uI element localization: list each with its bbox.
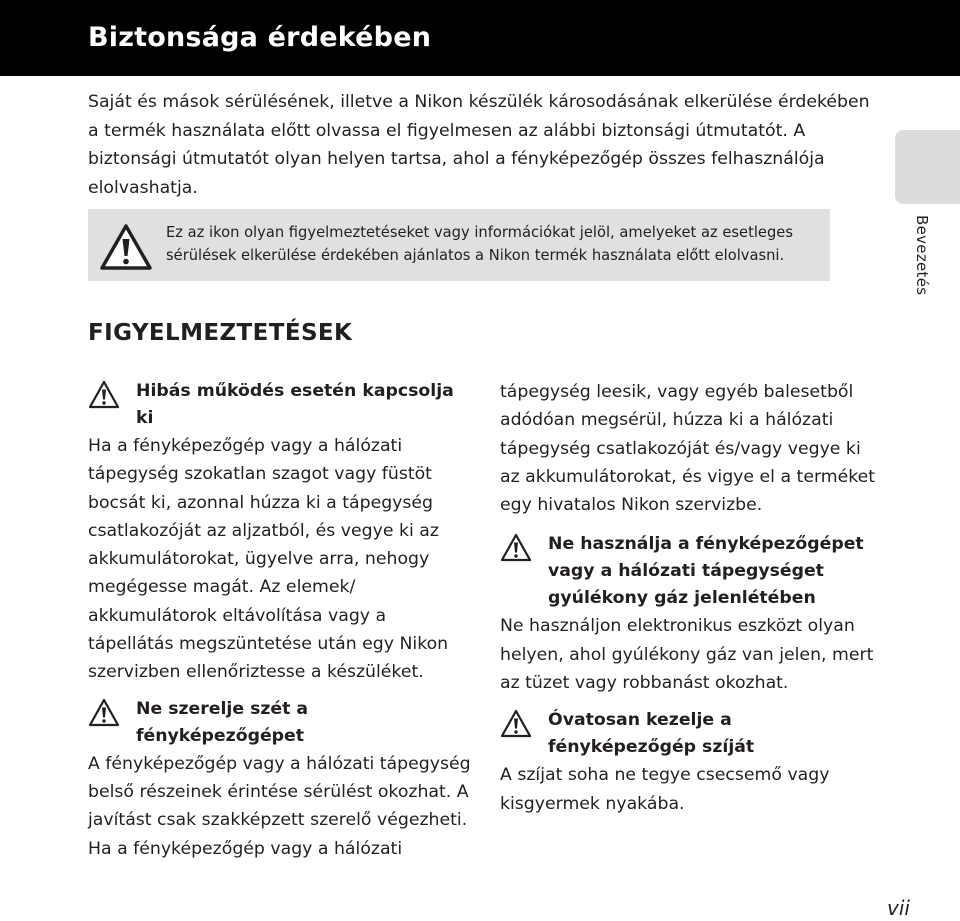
warning-info-text: Ez az ikon olyan figyelmeztetéseket vagy információkat jelöl, amelyeket az esetleges sérülések elkerülése érdekében ajánlatos a Nikon termék használata előtt elolvasni.: [166, 224, 793, 264]
warning-triangle-icon: [88, 698, 120, 727]
warning-item: [500, 531, 885, 697]
left-column: [88, 378, 473, 872]
warning-triangle-icon: [99, 223, 153, 271]
warning-triangle-icon: [500, 533, 532, 562]
page-number: vii: [887, 896, 910, 920]
section-title: FIGYELMEZTETÉSEK: [88, 320, 353, 346]
warning-triangle-icon: [88, 380, 120, 409]
warning-info-box: [88, 209, 830, 281]
chapter-tab-label: Bevezetés: [913, 215, 931, 296]
right-column: [500, 378, 885, 828]
warning-body: Ha a fényképezőgép vagy a hálózati tápegység szokatlan szagot vagy füstöt bocsát ki, azonnal húzza ki a tápegység csatlakozóját az aljzatból, és vegye ki az akkumulátorokat, ügyelve arra, nehogy megégesse magát. Az elemek/ akkumulátorok eltávolítása vagy a tápellátás megszüntetése után egy Nikon szervizben ellenőriztesse a készüléket.: [88, 436, 449, 683]
page-header: [0, 0, 960, 76]
warning-item: [88, 696, 473, 863]
page-title: Biztonsága érdekében: [88, 22, 432, 53]
warning-heading: [88, 378, 473, 432]
warning-item: [88, 378, 473, 687]
warning-title: Ne használja a fényképezőgépet vagy a hálózati tápegységet gyúlékony gáz jelenlétében: [548, 534, 864, 609]
warning-body: A fényképezőgép vagy a hálózati tápegység belső részeinek érintése sérülést okozhat. A javítást csak szakképzett szerelő végezheti. Ha a fényképezőgép vagy a hálózati: [88, 753, 471, 859]
chapter-tab: [895, 130, 960, 204]
warning-title: Óvatosan kezelje a fényképezőgép szíját: [548, 710, 755, 758]
warning-triangle-icon: [500, 709, 532, 738]
warning-title: Hibás működés esetén kapcsolja ki: [136, 381, 454, 428]
warning-item: [500, 707, 885, 818]
warning-heading: [88, 696, 473, 750]
warning-heading: [500, 707, 885, 761]
intro-paragraph: Saját és mások sérülésének, illetve a Nikon készülék károsodásának elkerülése érdekében a termék használata előtt olvassa el figyelmesen az alábbi biztonsági útmutatót. A biztonsági útmutatót olyan helyen tartsa, ahol a fényképezőgép összes felhasználója elolvashatja.: [88, 92, 870, 198]
warning-body: Ne használjon elektronikus eszközt olyan helyen, ahol gyúlékony gáz van jelen, mert az tüzet vagy robbanást okozhat.: [500, 616, 874, 694]
warning-heading: [500, 531, 885, 612]
warning-title: Ne szerelje szét a fényképezőgépet: [136, 698, 309, 746]
continued-text: tápegység leesik, vagy egyéb balesetből adódóan megsérül, húzza ki a hálózati tápegység csatlakozóját és/vagy vegye ki az akkumulátorokat, és vigye el a terméket egy hivatalos Nikon szervizbe.: [500, 382, 876, 516]
warning-body: A szíjat soha ne tegye csecsemő vagy kisgyermek nyakába.: [500, 765, 830, 814]
